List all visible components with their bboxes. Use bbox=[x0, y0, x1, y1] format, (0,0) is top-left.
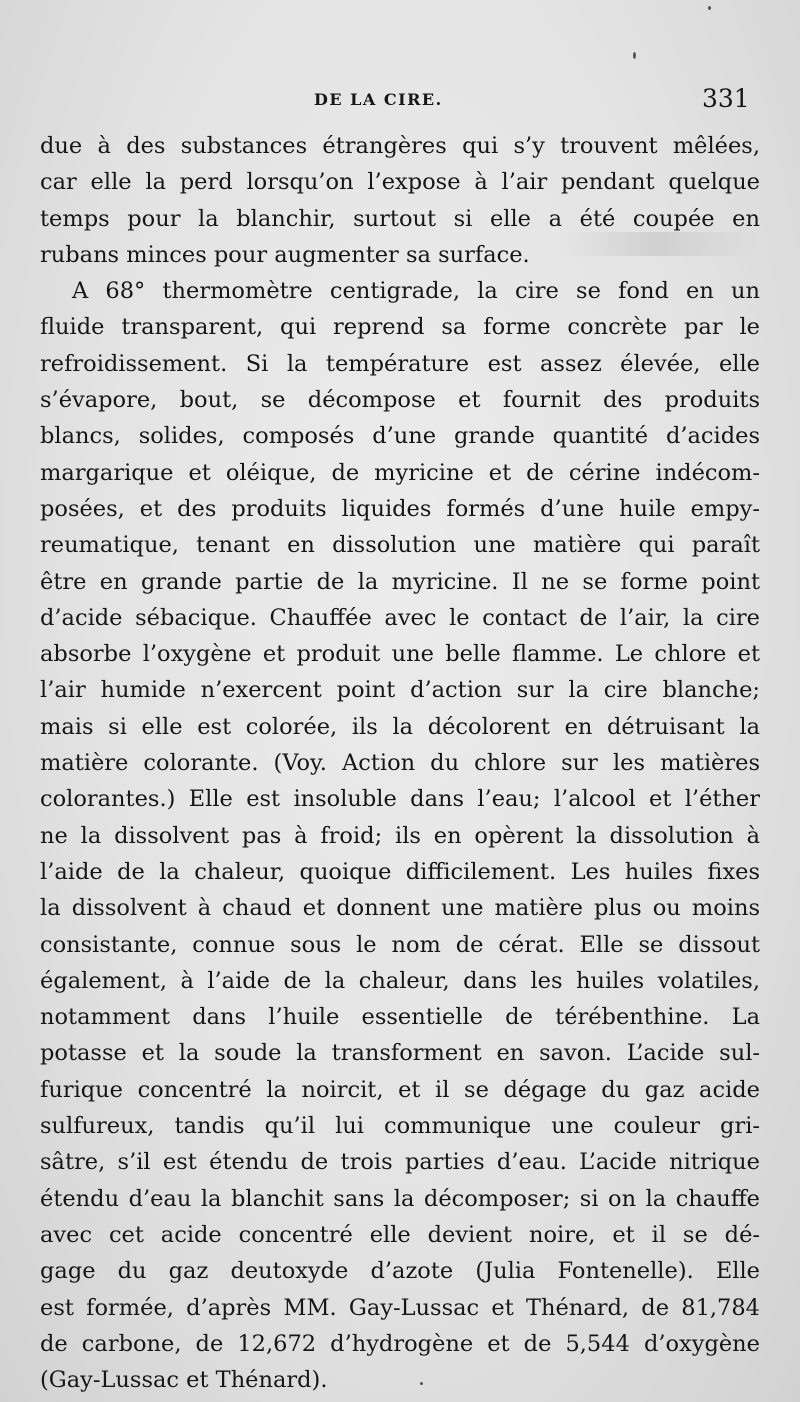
text-line: reumatique, tenant en dissolution une matière qui paraît bbox=[40, 532, 760, 559]
text-line: sulfureux, tandis qu’il lui communique une couleur gri- bbox=[40, 1113, 760, 1140]
page-number: 331 bbox=[702, 84, 750, 113]
text-line: A 68° thermomètre centigrade, la cire se fond en un bbox=[72, 278, 760, 305]
ink-speck bbox=[708, 6, 711, 10]
text-line: rubans minces pour augmenter sa surface. bbox=[40, 241, 530, 268]
text-line: d’acide sébacique. Chauffée avec le contact de l’air, la cire bbox=[40, 604, 760, 631]
text-line: colorantes.) Elle est insoluble dans l’eau; l’alcool et l’éther bbox=[40, 786, 760, 813]
text-line: notamment dans l’huile essentielle de térébenthine. La bbox=[40, 1004, 760, 1031]
text-line: mais si elle est colorée, ils la décolorent en détruisant la bbox=[40, 713, 760, 740]
text-line: potasse et la soude la transforment en savon. L’acide sul- bbox=[40, 1040, 760, 1067]
text-line: due à des substances étrangères qui s’y trouvent mêlées, bbox=[40, 133, 760, 159]
text-line: blancs, solides, composés d’une grande quantité d’acides bbox=[40, 423, 760, 450]
text-line: sâtre, s’il est étendu de trois parties d’eau. L’acide nitrique bbox=[40, 1149, 760, 1176]
text-line: refroidissement. Si la température est assez élevée, elle bbox=[40, 350, 760, 377]
text-line: posées, et des produits liquides formés d’une huile empy- bbox=[40, 495, 760, 522]
text-line: matière colorante. (Voy. Action du chlore sur les matières bbox=[40, 750, 760, 777]
text-line: ne la dissolvent pas à froid; ils en opèrent la dissolution à bbox=[40, 822, 760, 849]
text-line: (Gay-Lussac et Thénard). bbox=[40, 1367, 328, 1394]
ink-speck bbox=[633, 52, 636, 59]
text-line: de carbone, de 12,672 d’hydrogène et de 5,544 d’oxygène bbox=[40, 1330, 760, 1357]
text-line: furique concentré la noircit, et il se dégage du gaz acide bbox=[40, 1076, 760, 1103]
body-text bbox=[40, 128, 760, 1398]
text-line: est formée, d’après MM. Gay-Lussac et Thénard, de 81,784 bbox=[40, 1294, 760, 1321]
text-line: être en grande partie de la myricine. Il ne se forme point bbox=[40, 568, 760, 595]
text-line: avec cet acide concentré elle devient noire, et il se dé- bbox=[40, 1221, 760, 1248]
text-line: étendu d’eau la blanchit sans la décomposer; si on la chauffe bbox=[40, 1185, 760, 1212]
text-line: l’aide de la chaleur, quoique difficilement. Les huiles fixes bbox=[40, 858, 760, 885]
page-header bbox=[0, 84, 800, 114]
text-line: la dissolvent à chaud et donnent une matière plus ou moins bbox=[40, 895, 760, 922]
text-line: margarique et oléique, de myricine et de cérine indécom- bbox=[40, 459, 760, 486]
text-line: consistante, connue sous le nom de cérat. Elle se dissout bbox=[40, 931, 760, 958]
text-line: fluide transparent, qui reprend sa forme concrète par le bbox=[40, 314, 760, 341]
text-line: l’air humide n’exercent point d’action sur la cire blanche; bbox=[40, 677, 760, 704]
text-line: absorbe l’oxygène et produit une belle flamme. Le chlore et bbox=[40, 641, 760, 668]
text-line: gage du gaz deutoxyde d’azote (Julia Fontenelle). Elle bbox=[40, 1258, 760, 1285]
text-line: également, à l’aide de la chaleur, dans les huiles volatiles, bbox=[40, 967, 760, 994]
text-line: temps pour la blanchir, surtout si elle a été coupée en bbox=[40, 205, 760, 232]
running-head: DE LA CIRE. bbox=[314, 90, 443, 109]
text-line: s’évapore, bout, se décompose et fournit des produits bbox=[40, 387, 760, 414]
text-line: car elle la perd lorsqu’on l’expose à l’air pendant quelque bbox=[40, 169, 760, 196]
